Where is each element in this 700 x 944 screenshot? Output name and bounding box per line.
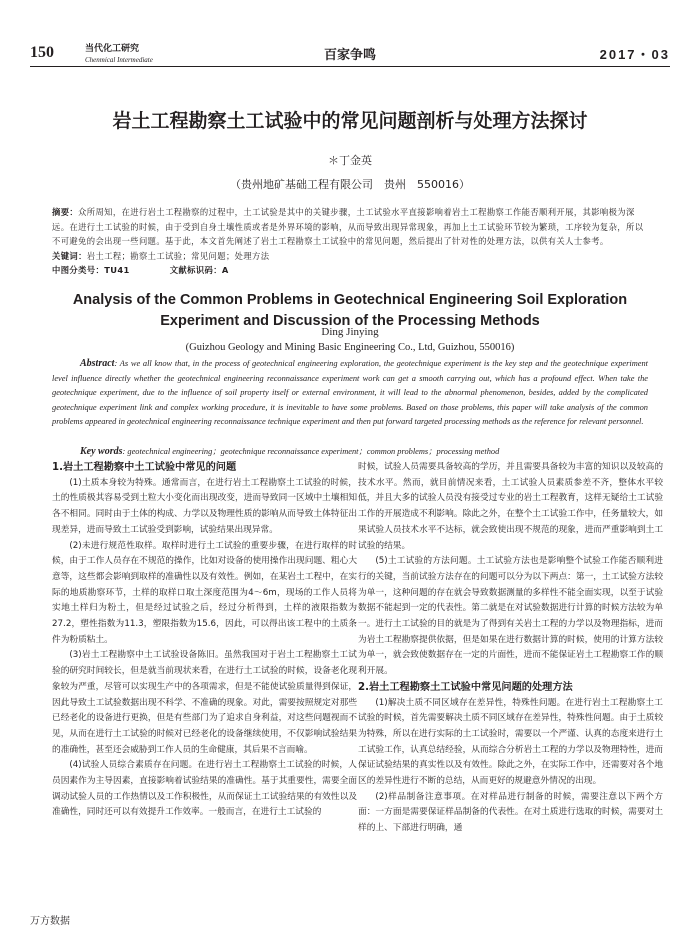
body-column-left <box>52 460 357 821</box>
body-paragraph: (5)土工试验的方法问题。土工试验方法也是影响整个试验工作能否顺利进行的关键，当前试验方法存在的问题可以分为以下两点：第一，土工试验方法较为单一，这种问题的存在就会导致数据测量的多样性不能全面实现，以至于试验数据不能起到一定的代表性。第二就是在对试验数据进行计算的时候方法较为单一。进行土工试验的目的就是为了得到有关岩土工程的力学以及物理指标，进而为岩土工程勘察提供依据，但是如果在进行数据计算的时候，使用的计算方法较为单一，就会致使数据存在一定的片面性，进而不能保证岩土工程勘察工作的顺利开展。 <box>358 556 663 677</box>
affiliation-cn: （贵州地矿基础工程有限公司 贵州 550016） <box>230 178 470 191</box>
journal-name-en: Chenmical Intermediate <box>85 56 153 64</box>
footer-watermark: 万方数据 <box>30 916 70 927</box>
section-heading: 1.岩土工程勘察中土工试验中常见的问题 <box>52 462 237 473</box>
keywords-en <box>52 446 652 458</box>
abstract-cn-text: 众所周知，在进行岩土工程勘察的过程中，土工试验是其中的关键步骤，土工试验水平直接影响着岩土工程勘察工作能否顺利开展，其影响极为深远。在进行土工试验的时候，由于受到自身土壤性质或者是外界环境的影响，从而导致出现异常现象，再加上土工试验环节较为繁琐，工序较为复杂，所以不可避免的会出现一些问题。基于此，本文首先阐述了岩土工程勘察土工试验中的常见问题，然后提出了针对性的处理方法，以供有关人士参考。 <box>52 207 644 246</box>
clc-value: TU41 <box>104 265 130 275</box>
body-paragraph: (1)土质本身较为特殊。通常而言，在进行岩土工程勘察土工试验的时候，土的性质极其容易受到土粒大小变化而出现改变，进而导致同一区域中土壤相知各不相同。同时由于土体的构成、力学以及物理性质的影响从而导致土体特征出现差异，进而导致土工试验受到影响，试验结果出现异常。 <box>52 477 357 535</box>
page-number: 150 <box>30 44 54 61</box>
header-divider <box>30 66 670 67</box>
author-en: Ding Jinying <box>321 326 379 338</box>
author-cn: ＊丁金英 <box>328 154 372 167</box>
abstract-cn-block <box>52 205 652 278</box>
body-paragraph: (3)岩土工程勘察中土工试验设备陈旧。虽然我国对于岩土工程勘察土工试验的研究时间较长，但是就当前现状来看，在进行土工试验的时候，设备老化现象较为严重，尽管可以实现生产中的各项需求，但是不能使试验质量得到保证，因此导致土工试验数据出现不科学、不准确的现象。对此，需要按照规定对那些已经老化的设备进行更换，但是有些部门为了追求自身利益，对这些问题视而不见，从而在进行土工试验的时候对已经老化的设备继续使用，不仅影响试验结果的准确性，甚至还会威胁到工作人员的生命健康，其后果不言而喻。 <box>52 650 357 755</box>
keywords-cn-label: 关键词： <box>52 250 87 261</box>
body-paragraph: (2)未进行规范性取样。取样时进行土工试验的重要步骤，在进行取样的时候，由于工作人员存在不规范的操作，比如对设备的使用操作出现问题、粗心大意等，这些都会影响到取样的准确性以及有效性。例如，在某岩土工程中，在实际的地质勘察环节，土样的取样口取土深度范围为4～6m，现场的工作人员将实地土样归为粉土，但是经过试验之后，经过分析得到，土样的液限指数为27.2，塑性指数为11.3，塑限指数为15.6，因此，可以得出该工程中的土质条件为粉质粘土。 <box>52 540 357 645</box>
body-paragraph: (4)试验人员综合素质存在问题。在进行岩土工程勘察土工试验的时候，人员因素作为主导因素，直接影响着试验结果的准确性。基于其重要性，需要全面调动试验人员的工作热情以及工作积极性，从而保证土工试验结果的有效性以及准确性，同时还可以有效提升工作效率。一般而言，在进行土工试验的 <box>52 760 357 818</box>
article-title-cn: 岩土工程勘察土工试验中的常见问题剖析与处理方法探讨 <box>112 110 588 132</box>
doc-code-label: 文献标识码： <box>169 265 222 275</box>
abstract-cn <box>52 205 652 249</box>
abstract-en-label: Abstract <box>80 358 115 369</box>
keywords-en-text: : geotechnical engineering；geotechnique reconnaissance experiment；common problems；processing method <box>122 447 500 456</box>
issue-label: 2017・03 <box>599 47 670 62</box>
doc-code-value: A <box>221 265 229 275</box>
abstract-en-text: : As we all know that, in the process of geotechnical engineering exploration, the geotechnique experiment is the key step and the geotechnique experiment level influence directly whether the geotechnical engineering reconnaissance experiment work can get a smooth carrying out, which has a profound effect. When take the geotechnique experiment, due to the influence of soil property itself or external environment, it will lead to the abnormal phenomenon, besides, added by the complicated geotechnique experiment link and complex working procedure, it is inevitable to have some problems. Based on those problems, this paper will take analysis of the common problems appeared in geotechnical engineering reconnaissance technique experiment and then put forward targeted processing methods as the reference for relevant personnel. <box>52 359 648 426</box>
keywords-en-label: Key words <box>80 446 123 457</box>
body-paragraph: (2)样品制备注意事项。在对样品进行制备的时候，需要注意以下两个方面：一方面是需要保证样品制备的代表性。在对土质进行选取的时候，需要对土样的上、下部进行明确，通 <box>358 791 663 834</box>
abstract-en <box>52 357 648 430</box>
clc-label: 中图分类号： <box>52 265 105 275</box>
section-title: 百家争鸣 <box>323 48 376 63</box>
section-heading: 2.岩土工程勘察土工试验中常见问题的处理方法 <box>358 681 573 693</box>
title-en-line1: Analysis of the Common Problems in Geotechnical Engineering Soil Exploration <box>72 292 628 308</box>
affiliation-en: (Guizhou Geology and Mining Basic Engineering Co., Ltd, Guizhou, 550016) <box>185 342 515 353</box>
keywords-cn <box>52 249 652 264</box>
abstract-cn-label: 摘要： <box>52 207 79 217</box>
title-en-line2: Experiment and Discussion of the Processing Methods <box>160 313 540 329</box>
journal-name-cn: 当代化工研究 <box>85 44 140 54</box>
body-paragraph: 时候，试验人员需要具备较高的学历，并且需要具备较为丰富的知识以及较高的技术水平。然而，就目前情况来看，土工试验人员素质参差不齐，整体水平较低，并且大多的试验人员没有接受过专业的岩土工程教育，这样无疑给土工试验工作的开展造成不利影响。除此之外，在整个土工试验工作中，任务量较大，如果试验人员技术水平不达标，就会致使出现不规范的现象，进而严重影响到土工试验的结果。 <box>358 462 663 551</box>
keywords-cn-text: 岩土工程；勘察土工试验；常见问题；处理方法 <box>86 250 270 261</box>
classification-line <box>52 263 652 278</box>
body-paragraph: (1)解决土质不同区域存在差异性，特殊性问题。在进行岩土工程勘察土工试验的时候，首先需要解决土质不同区域存在差异性，特殊性问题。由于土质较为特殊，所以在进行实际的土工试验时，需要以一个严谨、认真的态度来进行土工试验工作，认真总结经验，从而综合分析岩土工程的力学以及物理特性，进而保证试验结果的真实性以及有效性。除此之外，在实际工作中，还需要对各个地区的差异性进行不断的总结，从而更好的规避意外情况的出现。 <box>358 697 663 787</box>
body-column-right <box>358 460 663 837</box>
